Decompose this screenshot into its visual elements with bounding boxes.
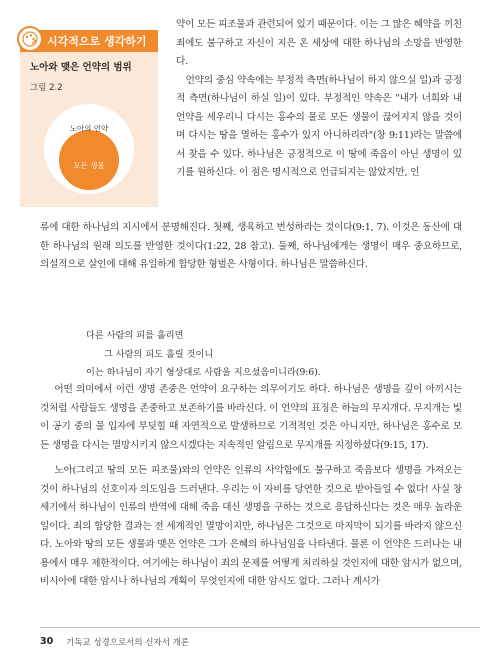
paragraph: 약이 모든 피조물과 관련되어 있기 때문이다. 이는 그 많은 혜약을 끼친 죄에도 불구하고 자신이 지은 온 세상에 대한 하나님의 소망을 반영한다. — [176, 19, 462, 67]
quote-line: 다른 사람의 피를 흘리면 — [86, 330, 184, 341]
page-number: 30 — [40, 636, 54, 647]
figure-label: 그림 2.2 — [30, 83, 63, 93]
covenant-scope-diagram — [42, 102, 136, 196]
sidebar-header: 시각적으로 생각하기 — [20, 30, 158, 52]
footer-divider — [40, 627, 480, 628]
full-width-paragraph: 노아(그리고 땅의 모든 피조물)와의 언약은 인류의 사악함에도 불구하고 죽음보다 생명을 가져오는 것이 하나님의 선호이자 의도임을 드러낸다. 우리는 이 자비를 당연한 것으로 받아들일 수 없다! 사실 창세기에서 하나님이 인류의 반역에 대해 죽음 대신 생명을 구하는 것으로 응답하신다는 것은 매우 놀라운 일이다. 죄의 합당한 결과는 전 세계적인 멸망이지만, 하나님은 그것으로 마지막이 되기를 바라지 않으신다. 노아와 땅의 모든 생물과 맺은 언약은 그가 은혜의 하나님임을 나타낸다. 물론 이 언약은 드러나는 내용에서 매우 제한적이다. 여기에는 하나님이 죄의 문제를 어떻게 처리하실 것인지에 대한 암시가 없으며, 비시아에 대한 암시나 하나님의 계획이 무엇인지에 대한 암시도 없다. 그러나 계시가 — [40, 465, 462, 587]
quote-line: 이는 하나님이 자기 형상대로 사람을 지으셨음이니라(9:6). — [86, 367, 321, 378]
inner-circle-label: 모든 생물 — [73, 161, 105, 170]
right-column-text — [176, 16, 462, 183]
outer-circle-label: 노아의 언약 — [69, 124, 109, 133]
full-width-paragraph: 류에 대한 하나님의 지시에서 분명해진다. 첫째, 생육하고 번성하라는 것이다(9:1, 7). 이것은 동산에 대한 하나님의 원래 의도를 반영한 것이다(1:22, 28 참고). 둘째, 하나님에게는 생명이 매우 중요하므로, 의설적으로 살인에 대해 유일하게 합당한 형벌은 사형이다. 하나님은 말씀하신다. — [40, 222, 462, 270]
running-title: 기독교 성경으로서의 신자서 개론 — [66, 638, 190, 648]
visual-thinking-box — [20, 30, 158, 207]
paragraph: 언약의 중심 약속에는 부정적 측면(하나님이 하지 않으실 일)과 긍정적 측면(하나님이 하실 일)이 있다. 부정적인 약속은 "내가 너희와 내 언약을 세우리니 다시는 홍수의 물로 모든 생물이 끊어지지 않을 것이며 다시는 땅을 멸하는 홍수가 있지 아니하리라"(창 9:11)라는 말씀에서 찾을 수 있다. 하나님은 긍정적으로 이 땅에 죽음이 아닌 생명이 있기를 원하신다. 이 점은 명시적으로 언급되지는 않았지만, 인 — [176, 74, 462, 178]
palette-icon — [17, 26, 43, 52]
scripture-quote — [86, 327, 321, 383]
box-title: 노아와 맺은 언약의 범위 — [30, 62, 132, 73]
full-width-paragraph: 어떤 의미에서 이런 생명 존중은 언약이 요구하는 의무이기도 하다. 하나님은 생명을 깊이 아끼시는 것처럼 사람들도 생명을 존중하고 보존하기를 바라신다. 이 언약의 표징은 하늘의 무지개다. 무지개는 빛이 공기 중의 물 입자에 부딪힐 때 자연적으로 발생하므로 기적적인 것은 아니지만, 하나님은 홍수로 모든 생명을 다시는 멸망시키지 않으시겠다는 지속적인 알림으로 무지개를 지정하셨다(9:15, 17). — [40, 384, 462, 451]
quote-line: 그 사람의 피도 흘릴 것이니 — [104, 348, 214, 360]
